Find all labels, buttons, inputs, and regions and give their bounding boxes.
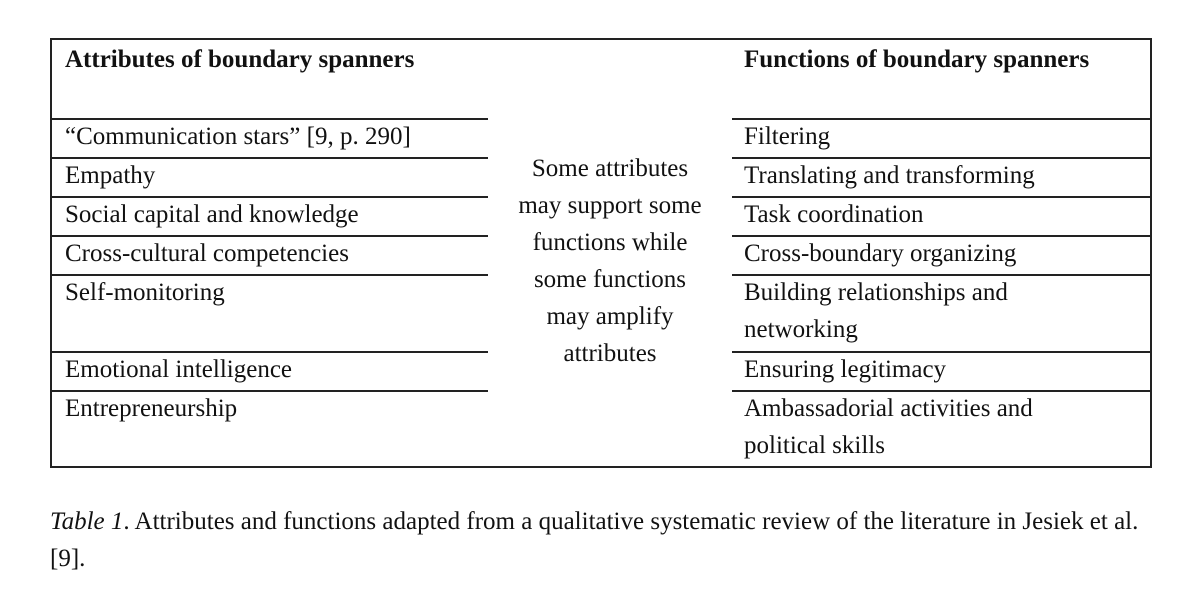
function-cell-continued: networking	[744, 316, 858, 343]
relationship-note	[496, 150, 724, 372]
table-caption	[50, 503, 1160, 577]
caption-label: Table 1	[50, 508, 124, 535]
attribute-cell: “Communication stars” [9, p. 290]	[65, 123, 411, 150]
function-cell: Task coordination	[744, 201, 924, 228]
note-line: functions while	[532, 229, 688, 256]
attribute-cell: Emotional intelligence	[65, 356, 293, 383]
attribute-cell: Empathy	[65, 162, 156, 189]
function-cell: Filtering	[744, 123, 831, 150]
function-cell-continued: political skills	[744, 432, 885, 459]
attribute-cell: Entrepreneurship	[65, 395, 238, 422]
note-line: may amplify	[546, 303, 674, 330]
function-cell: Cross-boundary organizing	[744, 240, 1017, 267]
attribute-cell: Cross-cultural competencies	[65, 240, 349, 267]
attribute-cell: Social capital and knowledge	[65, 201, 359, 228]
note-line: Some attributes	[531, 155, 689, 182]
function-cell: Translating and transforming	[744, 162, 1035, 189]
note-line: some functions	[533, 266, 687, 293]
function-cell: Building relationships and	[744, 279, 1008, 306]
caption-text: . Attributes and functions adapted from a qualitative systematic review of the literature in Jesiek et al. [9].	[50, 508, 1139, 572]
header-attributes: Attributes of boundary spanners	[65, 46, 415, 73]
header-functions: Functions of boundary spanners	[744, 46, 1090, 73]
note-line: attributes	[563, 340, 657, 367]
function-cell: Ensuring legitimacy	[744, 356, 947, 383]
note-line: may support some	[518, 192, 702, 219]
attributes-functions-table	[50, 38, 1152, 468]
function-cell: Ambassadorial activities and	[744, 395, 1033, 422]
attribute-cell: Self-monitoring	[65, 279, 225, 306]
